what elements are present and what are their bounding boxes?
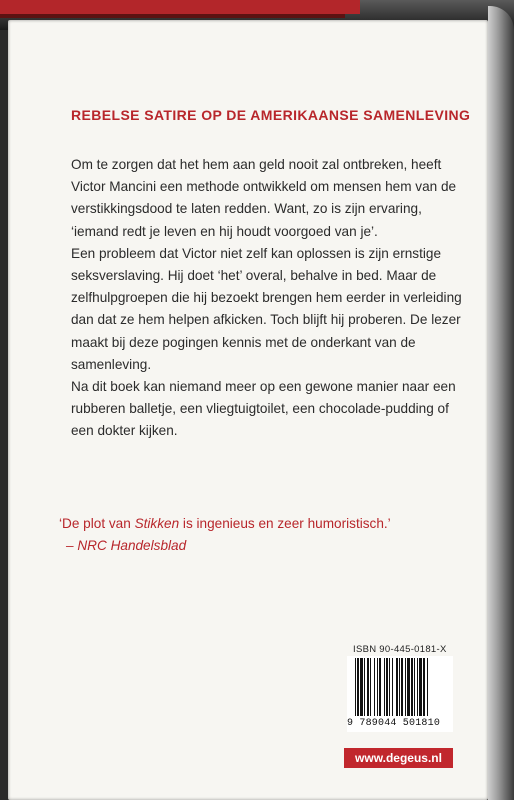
quote-book-title: Stikken bbox=[134, 516, 180, 531]
quote-before: ‘De plot van bbox=[59, 516, 135, 531]
book-spine-edge bbox=[488, 6, 514, 800]
top-red-band bbox=[0, 0, 360, 14]
quote-text bbox=[59, 513, 479, 535]
quote-after: is ingenieus en zeer humoristisch.’ bbox=[179, 516, 391, 531]
isbn-label: ISBN 90-445-0181-X bbox=[353, 644, 447, 655]
review-quote bbox=[59, 513, 479, 557]
blurb-paragraph-1: Om te zorgen dat het hem aan geld nooit zal ontbreken, heeft Victor Mancini een methode ontwikkeld om mensen hem van de verstikkingsdood te laten redden. Want, zo is zijn ervaring, ‘iemand redt je leven en hij houdt voorgoed van je’. bbox=[71, 157, 457, 239]
barcode-bars-icon bbox=[347, 656, 453, 718]
quote-source: – NRC Handelsblad bbox=[66, 538, 187, 553]
blurb-paragraph-2: Een probleem dat Victor niet zelf kan oplossen is zijn ernstige seksverslaving. Hij doet ‘het’ overal, behalve in bed. Maar de zelfhulpgroepen die hij bezoekt brengen hem eerder in verleiding dan dat ze hem helpen afkicken. Toch blijft hij proberen. De lezer maakt bij deze pogingen kennis met de onderkant van de samenleving. bbox=[71, 245, 462, 372]
blurb-paragraph-3: Na dit boek kan niemand meer op een gewone manier naar een rubberen balletje, een vliegtuigtoilet, een chocolade-pudding of een dokter kijken. bbox=[71, 379, 456, 439]
headline: REBELSE SATIRE OP DE AMERIKAANSE SAMENLEVING bbox=[71, 107, 471, 123]
top-red-band-shadow bbox=[0, 14, 345, 18]
barcode-digits: 9 789044 501810 bbox=[347, 718, 441, 729]
publisher-url[interactable]: www.degeus.nl bbox=[344, 748, 453, 768]
barcode bbox=[347, 656, 453, 732]
blurb bbox=[71, 154, 466, 443]
